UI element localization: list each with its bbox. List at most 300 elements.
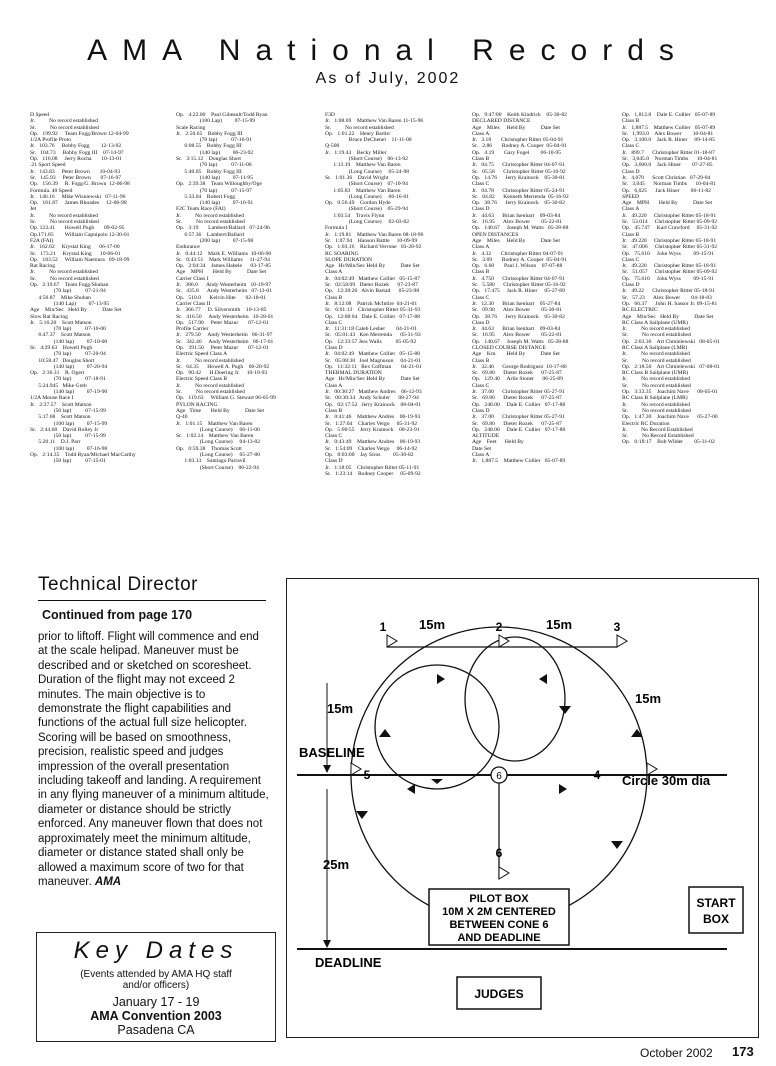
body-text: prior to liftoff. Flight will commence and end at the scale helipad. Maneuver must be described and or sketched on scoresheet. Duration of the flight may not exceed 2 minutes. The main objective is to demonstrate the flight capabilities and functions of the actual full size helicopter. Scoring will be based on smoothness, precision, realistic speed and judges impression of the overall presentation including takeoff and landing. A requirement in any flying maneuver of a minimum altitude, diameter or distance should be strictly enforced. Any maneuver flown that does not approximately meet the minimum altitude, diameter or distance stated shall only be allowed a maximum score of two for that maneuver. — [38, 631, 269, 888]
record-line: Class C — [622, 143, 640, 150]
record-line: Op. 2:18.50 Art Chmielewski 07-08-01 — [622, 363, 720, 370]
record-line: Sr. No record established — [622, 332, 691, 339]
record-line: Op. 38.76 Jerry Krainock 05-30-82 — [472, 313, 565, 320]
record-line: 1:03.54 Travis Flynn — [325, 212, 385, 219]
record-line: Op. 3,600.0 Jack Hiner 07-27-85 — [622, 162, 713, 169]
record-line: Sr. 6:01:13 Christopher Ritter 05-31-93 — [325, 307, 421, 314]
record-line: (Long Course) 02-03-02 — [325, 219, 410, 226]
page-number: 173 — [732, 1044, 754, 1059]
record-line: Jr. 37.00 Christopher Ritter 05-27-91 — [472, 389, 565, 396]
record-line: Op. 2:39.38 Team Willoughby/Oge — [176, 181, 262, 188]
record-line: 5:40.05 Bobby Fogg III — [176, 168, 242, 175]
page-subtitle: As of July, 2002 — [315, 70, 461, 87]
record-line: Jr. 386.0 Andy Westerheim 10-19-97 — [176, 282, 271, 289]
record-line: Op. 17.475 Jack R. Hiner 05-27-89 — [472, 288, 565, 295]
record-line: Op. 12:33:57 Jess Walls 05-05-92 — [325, 338, 417, 345]
record-line: Age Miles Held By Date Set — [472, 124, 560, 131]
record-line: Op. 5:00:55 Jerry Krainock 08-23-91 — [325, 426, 420, 433]
pilot-box-line-2: 10M X 2M CENTERED — [442, 906, 556, 918]
record-line: Jr. 366.77 D. Silversmith 10-13-85 — [176, 307, 267, 314]
record-line: 4:50.87 Mike Shuhan — [30, 294, 91, 301]
record-line: Class B — [472, 269, 490, 276]
record-line: 5:24.945 Mike Greb — [30, 382, 87, 389]
record-line: Sr. 416.50 Andy Westerheim 10-28-01 — [176, 313, 274, 320]
record-line: Op. 8:03:00 Jay Siros 05-30-82 — [325, 452, 414, 459]
cone-2-label: 2 — [495, 620, 503, 634]
record-line: Class A — [472, 244, 490, 251]
record-line: THERMAL DURATION — [325, 370, 382, 377]
record-line: Op. 2:19.67 Team Fogg/Shuhan — [30, 282, 109, 289]
record-line: Sr. 05:08:30 Joel Magnuson 04-21-01 — [325, 357, 421, 364]
record-line: Profile Carrier — [176, 326, 209, 333]
record-line: Op. 02:17:52 Jerry Krainock 08-04-01 — [325, 401, 422, 408]
record-line: Date Set — [472, 445, 492, 452]
record-line: (Long Course) 06-11-00 — [176, 426, 260, 433]
record-line: F2C Team Race (FAI) — [176, 206, 226, 213]
record-line: Sr. 2.86 Rodney A. Cooper 05-04-91 — [472, 143, 567, 150]
record-line: Carrier Class II — [176, 300, 211, 307]
dim-left: 15m — [327, 701, 354, 716]
record-line: (100 lap) 07-15-99 — [30, 420, 108, 427]
record-line: 6:57.36 Lambert/Ballard — [176, 231, 244, 238]
record-line: Sr. 342.40 Andy Westerheim 06-17-01 — [176, 338, 274, 345]
record-line: Electric Speed Class A — [176, 351, 228, 358]
record-line: Q-500 — [325, 143, 340, 150]
technical-director-title: Technical Director — [38, 574, 198, 595]
record-line: Class C — [472, 181, 490, 188]
record-line: 1:03.13 Santiago Parravil — [176, 458, 246, 465]
record-line: Sr. 00:30:34 Andy Schuler 08-27-94 — [325, 395, 419, 402]
record-line: Age Hr/Min/Sec Held By Date Set — [325, 376, 420, 383]
page-title: AMA National Records — [87, 34, 689, 67]
record-line: Sr. 1:02.14 Matthew Van Baren — [176, 433, 254, 440]
record-line: Age Time Held By Date Set — [176, 407, 265, 414]
record-line: Op. 75.610 John Wyss 09-15-91 — [622, 275, 714, 282]
record-line: (70 lap) 07-15-97 — [176, 187, 252, 194]
record-line: Class A — [622, 206, 640, 213]
record-line: Op. 129.40 Arlie Stoner 06-25-89 — [472, 376, 563, 383]
record-line: Op. 140.67 Joseph M. Watts 05-28-88 — [472, 225, 569, 232]
record-line: Class D — [472, 206, 490, 213]
start-box — [689, 887, 743, 933]
record-line: SLOPE DURATION — [325, 256, 373, 263]
record-line: Jr. No record established — [622, 326, 690, 333]
record-line: Op. 517.90 Peter Mazur 07-12-01 — [176, 319, 269, 326]
record-line: Op. 1,812.8 Dale E. Collier 05-07-89 — [622, 112, 716, 118]
record-line: Sr. 1:54:09 Charles Vergo 06-14-92 — [325, 445, 418, 452]
record-line: Jr. 4,070 Scott Christian 07-29-84 — [622, 174, 711, 181]
record-line: D Speed — [30, 112, 50, 118]
record-line: (50 lap) 07-15-99 — [30, 433, 106, 440]
start-box-line-1: START — [696, 896, 736, 910]
record-line: Op. 0:59.38 Thomas Scott — [176, 445, 242, 452]
record-line: Op. 6,025 Jack Hiner 06-11-82 — [622, 187, 711, 194]
record-line: Jr. No record established — [176, 382, 244, 389]
record-line: Class D — [325, 344, 343, 351]
records-column-3 — [325, 112, 470, 477]
cone-flags — [351, 635, 657, 879]
record-line: RC ELECTRIC — [622, 307, 658, 314]
key-dates-subtitle-line-1: (Events attended by AMA HQ staff — [80, 969, 232, 980]
record-line: Class B — [325, 407, 343, 414]
cone-4-label: 4 — [593, 768, 601, 782]
record-line: Op. 75.610 John Wyss 09-15-91 — [622, 250, 714, 257]
record-line: Class C — [325, 433, 343, 440]
record-line: Sr. 53.014 Christopher Ritter 05-09-92 — [622, 219, 718, 226]
record-line: Endurance — [176, 244, 200, 251]
key-dates-subtitle — [37, 969, 275, 991]
record-line: Class A — [325, 382, 343, 389]
record-line: Sr. No record established — [622, 357, 691, 364]
key-dates-box — [36, 932, 276, 1042]
record-line: Class B — [325, 294, 343, 301]
pilot-box-line-1: PILOT BOX — [469, 893, 529, 905]
record-line: Jr. No record established — [30, 212, 98, 219]
record-line: Jr. 899.7 Christopher Ritter 01-18-87 — [622, 149, 715, 156]
dim-right: 15m — [635, 691, 662, 706]
records-column-2 — [176, 112, 321, 471]
record-line: CLOSED COURSE DISTANCE — [472, 344, 546, 351]
record-line: Sr. 1,993.0 Alex Bower 10-04-81 — [622, 130, 714, 137]
record-line: Jr. 44.63 Brian Isenhart 09-03-84 — [472, 326, 561, 333]
record-line: Jr. 2:50.65 Bobby Fogg III — [176, 130, 243, 137]
record-line: (Short Course) 07-10-94 — [325, 181, 408, 188]
record-line: F3D — [325, 112, 335, 118]
record-line: Jr. No record established — [622, 401, 690, 408]
record-line: Class B — [472, 357, 490, 364]
record-line: Op. 0:56.49 Gordon Hyde — [325, 200, 391, 207]
record-line: Op. 161.87 James Rhoades 12-06-98 — [30, 200, 127, 207]
record-line: Op. 123.41 Howell Pugh 09-02-95 — [30, 225, 125, 232]
right-loop — [465, 637, 565, 761]
dim-top-left: 15m — [418, 617, 446, 632]
record-line: 10:58.47 Douglas Short — [30, 357, 95, 364]
record-line: (100 Lap) 07-15-99 — [176, 118, 256, 125]
record-line: Sr. 145.93 Peter Brown 07-16-97 — [30, 174, 122, 181]
key-dates-subtitle-line-2: and/or officers) — [122, 980, 190, 991]
record-line: Age Min/Sec Held By Date Set — [30, 307, 122, 314]
record-line: Age Min/Sec Held By Date Set — [622, 313, 714, 320]
record-line: Op.171.85 William Capnipolo 12-30-01 — [30, 231, 130, 238]
record-line: (140 lap) 06-23-92 — [176, 149, 254, 156]
record-line: Q-40 — [176, 414, 188, 421]
key-dates-event — [37, 995, 275, 1037]
record-line: (Long Course) 05-24-98 — [325, 168, 410, 175]
cone-5-label: 5 — [363, 768, 371, 782]
record-line: DECLARED DISTANCE — [472, 118, 531, 125]
record-line: Sr. 3:15.12 Douglas Short — [176, 156, 241, 163]
record-line: Sr. 1:23:14 Rodney Cooper 05-09-92 — [325, 470, 421, 477]
record-line: Jr. 49.220 Christopher Ritter 05-18-91 — [622, 212, 717, 219]
record-line: (70 lap) 07-16-91 — [176, 137, 252, 144]
record-line: RC Class A Sailplane (UMR) — [622, 319, 688, 326]
pilot-box-line-4: AND DEADLINE — [457, 932, 541, 944]
record-line: Sr. 5.580 Christopher Ritter 05-16-92 — [472, 282, 566, 289]
record-line: Op. 2:14.35 Todd Ryan/Michael MacCarthy — [30, 452, 136, 459]
record-line: (Long Course) 04-13-02 — [176, 439, 261, 446]
record-line: Class D — [622, 282, 640, 289]
record-line: Sr. 05:01:43 Ken Merrenda 05-31-93 — [325, 332, 421, 339]
record-line: Sr. 1:01.36 David Wright — [325, 174, 389, 181]
record-line: Jet — [30, 206, 37, 213]
record-line: 6:47.37 Scott Matson — [30, 332, 91, 339]
record-line: (70 lap) 07-21-94 — [30, 288, 106, 295]
circle-label: Circle 30m dia — [622, 773, 711, 788]
record-line: Jr. 0:44:12 Mark E. Williams 10-06-90 — [176, 250, 272, 257]
record-line: Class C — [472, 382, 490, 389]
record-line: Jr. No record established — [622, 376, 690, 383]
dim-lower: 25m — [323, 857, 350, 872]
record-line: Jr. 1:08.69 Matthew Van Baren 11-15-96 — [325, 118, 424, 125]
record-line: RC SOARING — [325, 250, 359, 257]
record-line: Jr. 1,887.5 Matthew Collier 05-07-89 — [622, 124, 716, 131]
record-line: 1/2A Profile Proto — [30, 137, 72, 144]
record-line: ALTITUDE — [472, 433, 500, 440]
record-line: Sr. 104.73 Bobby Fogg III 07-14-97 — [30, 149, 124, 156]
pilot-box-line-3: BETWEEN CONE 6 — [449, 919, 549, 931]
record-line: Sr. 04.82 Kenneth Merrenda 05-16-92 — [472, 193, 569, 200]
record-line: Op. 119.63 William G. Stewart 06-05-99 — [176, 395, 276, 402]
record-line: RC Class B Sailplane (LMR) — [622, 395, 688, 402]
record-line: Class B — [622, 231, 640, 238]
record-line: Jr. 1:18:05 Christopher Ritter 05-11-91 — [325, 464, 420, 471]
record-line: (Short Course) 06-13-92 — [325, 156, 408, 163]
record-line: Sr. 57.23 Alex Bower 04-18-83 — [622, 294, 712, 301]
record-line: Slow Rat Racing — [30, 313, 68, 320]
record-line: Jr. 5:16.20 Scott Matson — [30, 319, 92, 326]
record-line: Jr. 49.220 Christopher Ritter 05-18-91 — [622, 263, 717, 270]
record-line: Op. 38.76 Jerry Krainock 05-30-82 — [472, 200, 565, 207]
record-line: Jr. 3.18 Christopher Ritter 05-04-91 — [472, 137, 564, 144]
record-line: Jr. No record established — [30, 269, 98, 276]
record-line: Electric RC Duration — [622, 420, 670, 427]
record-line: Op. 11:32:11 Rex Coffman 04-21-01 — [325, 363, 422, 370]
record-line: (Long Course) 06-16-01 — [325, 193, 410, 200]
cone-6-label: 6 — [495, 846, 503, 860]
record-line: Jr. 1:19.81 Matthew Van Baren 08-18-96 — [325, 231, 424, 238]
record-line: Sr. 1:07.94 Hanson Battle 10-09-99 — [325, 237, 418, 244]
record-line: Sr. 09.90 Alex Bower 05-30-81 — [472, 307, 562, 314]
record-line: RC Class A Sailplane (LMR) — [622, 344, 688, 351]
record-line: Jr. No record established — [176, 357, 244, 364]
record-line: (50 lap) 07-15-99 — [30, 407, 106, 414]
record-line: Class D — [622, 168, 640, 175]
record-line: OPEN DISTANCES — [472, 231, 519, 238]
record-line: Jr. 162.62 Krystal King 06-17-00 — [30, 244, 120, 251]
record-line: Bruce DeChenel 11-11-00 — [325, 137, 412, 144]
records-column-1 — [30, 112, 170, 465]
record-line: Class A — [472, 130, 490, 137]
record-line: Jr. 0:41:46 Matthew Andres 06-19-93 — [325, 414, 421, 421]
record-line: Op. 3:19 Lambert/Ballard 07-24-96 — [176, 225, 270, 232]
record-line: Op. 12:08:04 Dale E. Collier 07-17-88 — [325, 313, 420, 320]
record-line: Class C — [325, 319, 343, 326]
event-name: AMA Convention 2003 — [90, 1009, 222, 1023]
record-line: Jr. 1,887.5 Matthew Collier 05-07-89 — [472, 458, 566, 465]
record-line: (100 lap) 07-16-98 — [30, 445, 108, 452]
record-line: Op. 116.08 Jerry Rocha 10-13-01 — [30, 156, 122, 163]
record-line: Class A — [325, 269, 343, 276]
record-line: Jr. No record established — [622, 351, 690, 358]
record-line: Jr. No record established — [176, 212, 244, 219]
record-line: Jr. 1:19.43 Becky Miller — [325, 149, 387, 156]
records-column-5 — [622, 112, 770, 446]
record-line: Sr. 173.21 Krystal King 10-06-01 — [30, 250, 121, 257]
record-line: Jr. 04:02:49 Matthew Collier 05-15-87 — [325, 275, 420, 282]
record-line: Sr. 2:44.68 David Rolley Jr — [30, 426, 99, 433]
record-line: Class C — [622, 256, 640, 263]
record-line: (140 Lap) 07-13-95 — [30, 300, 110, 307]
record-line: Formula I — [325, 225, 348, 232]
record-line: Sr. 02:58:09 Dieter Rozek 07-23-87 — [325, 282, 418, 289]
record-line: Op. 2:36.31 R. Ogert — [30, 370, 85, 377]
baseline-label: BASELINE — [299, 745, 365, 760]
record-line: Formula. 40 Speed — [30, 187, 73, 194]
record-line: Sr. 16.95 Alex Bower 05-22-81 — [472, 219, 562, 226]
record-line: (Short Course) 06-22-94 — [176, 464, 259, 471]
record-line: Class D — [472, 407, 490, 414]
record-line: SPEED — [622, 193, 640, 200]
record-line: Sr. 64.35 Howell A. Pugh 06-20-92 — [176, 363, 270, 370]
record-line: Op. 3,100.0 Jack R. Hiner 09-14-85 — [622, 137, 715, 144]
record-line: Op. 391.50 Peter Mazur 07-12-01 — [176, 344, 269, 351]
record-line: Op. 510.0 Kelvin Hite 02-18-01 — [176, 294, 266, 301]
record-line: Jr. 49.22 Christopher Ritter 05-18-91 — [622, 288, 715, 295]
record-line: Class B — [622, 118, 640, 125]
record-line: Op. 12:28:20 Alvin Bartad 05-23-98 — [325, 288, 420, 295]
record-line: Jr. 4.32 Christopher Ritter 04-07-91 — [472, 250, 564, 257]
record-line: Sr. 05.58 Christopher Ritter 05-16-92 — [472, 168, 566, 175]
record-line: Sr. No record established — [30, 275, 99, 282]
record-line: Jr. 143.83 Peter Brown 10-04-93 — [30, 168, 121, 175]
record-line: Jr. 04.78 Christopher Ritter 05-24-91 — [472, 187, 565, 194]
record-line: (50 lap) 07-15-01 — [30, 458, 106, 465]
record-line: Jr. No Record Established — [622, 426, 693, 433]
record-line: (Short Course) 05-29-94 — [325, 206, 408, 213]
dim-top-right: 15m — [545, 617, 573, 632]
record-line: Sr. 4:29.63 Howell Pugh — [30, 344, 93, 351]
record-line: Op. 14.76 Jerry Krainock 05-30-81 — [472, 174, 565, 181]
event-date: January 17 - 19 — [112, 995, 200, 1009]
record-line: Jr. 279.50 Andy Westerheim 06-31-97 — [176, 332, 273, 339]
record-line: Jr. No record established — [30, 118, 98, 125]
record-line: Op. 1:03.16 Richard Verrone 03-28-92 — [325, 244, 422, 251]
record-line: Age Km. Held By Date Set — [472, 351, 560, 358]
record-line: Jr. 146.16 Mike Wisniewski 07-11-96 — [30, 193, 126, 200]
records-column-4 — [472, 112, 620, 465]
record-line: Age MPH Held By Date Set — [176, 269, 267, 276]
record-line: 1:05.83 Matthew Van Baren — [325, 187, 401, 194]
record-line: Op. 9:47:00 Keith Kindrick 05-30-82 — [472, 112, 567, 118]
records-table — [30, 112, 770, 562]
record-line: Sr. 51.057 Christopher Ritter 05-09-92 — [622, 269, 718, 276]
record-line: Op. 66.37 John H. Sassor Jr. 09-15-81 — [622, 300, 718, 307]
center-marker: 6 — [496, 771, 502, 782]
record-line: Op. 45.747 Karl Crawford 05-31-92 — [622, 225, 718, 232]
record-line: (140 lap) 07-10-00 — [30, 338, 108, 345]
record-line: Jr. 103.76 Bobby Fogg 12-13-92 — [30, 143, 122, 150]
record-line: Class A — [472, 452, 490, 459]
judges-label: JUDGES — [474, 987, 524, 1001]
record-line: (70 lap) 07-10-00 — [30, 326, 106, 333]
record-line: Age Hr/Min/Sec Held By Date Set — [325, 263, 420, 270]
record-line: Op. 0:18:17 Bob Wilder 05-31-02 — [622, 439, 715, 446]
footer-month: October 2002 — [640, 1046, 713, 1060]
record-line: (70 lap) 07-18-91 — [30, 376, 106, 383]
record-line: Class D — [325, 458, 343, 465]
record-line: Sr. 16.95 Alex Bower 05-22-81 — [472, 332, 562, 339]
record-line: Class C — [472, 294, 490, 301]
record-line: Age Miles Held By Date Set — [472, 237, 560, 244]
record-line: Sr. 69.80 Dieter Rozek 07-25-87 — [472, 395, 562, 402]
record-line: Class B — [472, 156, 490, 163]
record-line: Sr. 3,045 Norman Timbs 10-04-81 — [622, 181, 716, 188]
record-line: Carrier Class I — [176, 275, 209, 282]
record-line: Age MPH Held By Date Set — [622, 200, 713, 207]
record-line: Sr. No record established — [325, 124, 394, 131]
record-line: Jr. 04.75 Christopher Ritter 04-07-91 — [472, 162, 565, 169]
record-line: Jr. 11:31:18 Caleb Lesher 04-21-01 — [325, 326, 417, 333]
record-line: Jr. 4.750 Christopher Ritter 04-07-91 — [472, 275, 565, 282]
record-line: Jr. 32.46 George Rodriguez 10-17-86 — [472, 363, 567, 370]
diagram-svg — [287, 579, 758, 1037]
record-line: Sr. 47.006 Christopher Ritter 05-31-92 — [622, 244, 718, 251]
record-line: .21 Sport Speed — [30, 162, 66, 169]
record-line: Op. 1:01.22 Henry Bartle/ — [325, 130, 391, 137]
technical-director-body — [38, 630, 270, 889]
record-line: Jr. 37.00 Christopher Ritter 05-27-91 — [472, 414, 565, 421]
record-line: Op. 6.60 Paul J. Wilson 07-07-88 — [472, 263, 563, 270]
record-line: Sr. No record established — [30, 219, 99, 226]
record-line: Jr. 44.63 Brian Isenhart 09-03-84 — [472, 212, 561, 219]
record-line: 6:08.55 Bobby Fogg III — [176, 143, 242, 150]
record-line: Jr. 12.30 Brian Isenhart 05-27-84 — [472, 300, 561, 307]
record-line: Class D — [472, 319, 490, 326]
record-line: RC Class B Sailplane (UMR) — [622, 370, 689, 377]
record-line: Sr. 1:27:04 Charles Vergo 05-31-92 — [325, 420, 418, 427]
record-line: Scale Racing — [176, 124, 206, 131]
record-line: Jr. 00:30:27 Matthew Andres 06-12-93 — [325, 389, 422, 396]
record-line: Op. 2:04:34 James Habele 03-17-85 — [176, 263, 271, 270]
record-line: Op. 3:33.35 Joachim Nave 08-05-01 — [622, 389, 718, 396]
record-line: Sr. No Record Established — [622, 433, 694, 440]
record-line: Sr. 3,045.0 Norman Timbs 10-04-81 — [622, 156, 718, 163]
record-line: Op. 4.19 Gary Fogel 06-10-95 — [472, 149, 562, 156]
record-line: (140 lap) 07-16-91 — [176, 200, 254, 207]
record-line: Sr. No record established — [176, 219, 245, 226]
record-line: Jr. 8:12:08 Patrick McIntire 04-21-01 — [325, 300, 418, 307]
cone-1-label: 1 — [379, 620, 387, 634]
record-line: Op. 183.52 William Naemura 09-18-99 — [30, 256, 130, 263]
key-dates-title: Key Dates — [73, 937, 239, 964]
record-line: Op. 90.42 H.Doering Jr. 10-10-93 — [176, 370, 268, 377]
record-line: Sr. No record established — [622, 382, 691, 389]
record-line: PYLON RACING — [176, 401, 218, 408]
start-box-line-2: BOX — [702, 912, 730, 926]
record-line: Op. 199.92 Team Fogg/Brown 12-04-99 — [30, 130, 129, 137]
record-line: (140 lap) 07-11-95 — [176, 174, 254, 181]
deadline-label: DEADLINE — [315, 955, 382, 970]
record-line: Sr. No record established — [622, 407, 691, 414]
record-line: Age Feet Held By — [472, 439, 524, 446]
record-line: Jr. 1:01.15 Matthew Van Baren — [176, 420, 253, 427]
record-line: (140 lap) 07-19-90 — [30, 389, 108, 396]
record-line: Sr. 0:43:51 Mark Williams 11-27-94 — [176, 256, 270, 263]
record-line: 5:33.04 Robert Fogg — [176, 193, 236, 200]
record-line: 1/2A Mouse Race I — [30, 395, 74, 402]
record-line: Sr. 435.8 Andy Westerheim 07-13-01 — [176, 288, 272, 295]
cone-3-label: 3 — [613, 620, 621, 634]
